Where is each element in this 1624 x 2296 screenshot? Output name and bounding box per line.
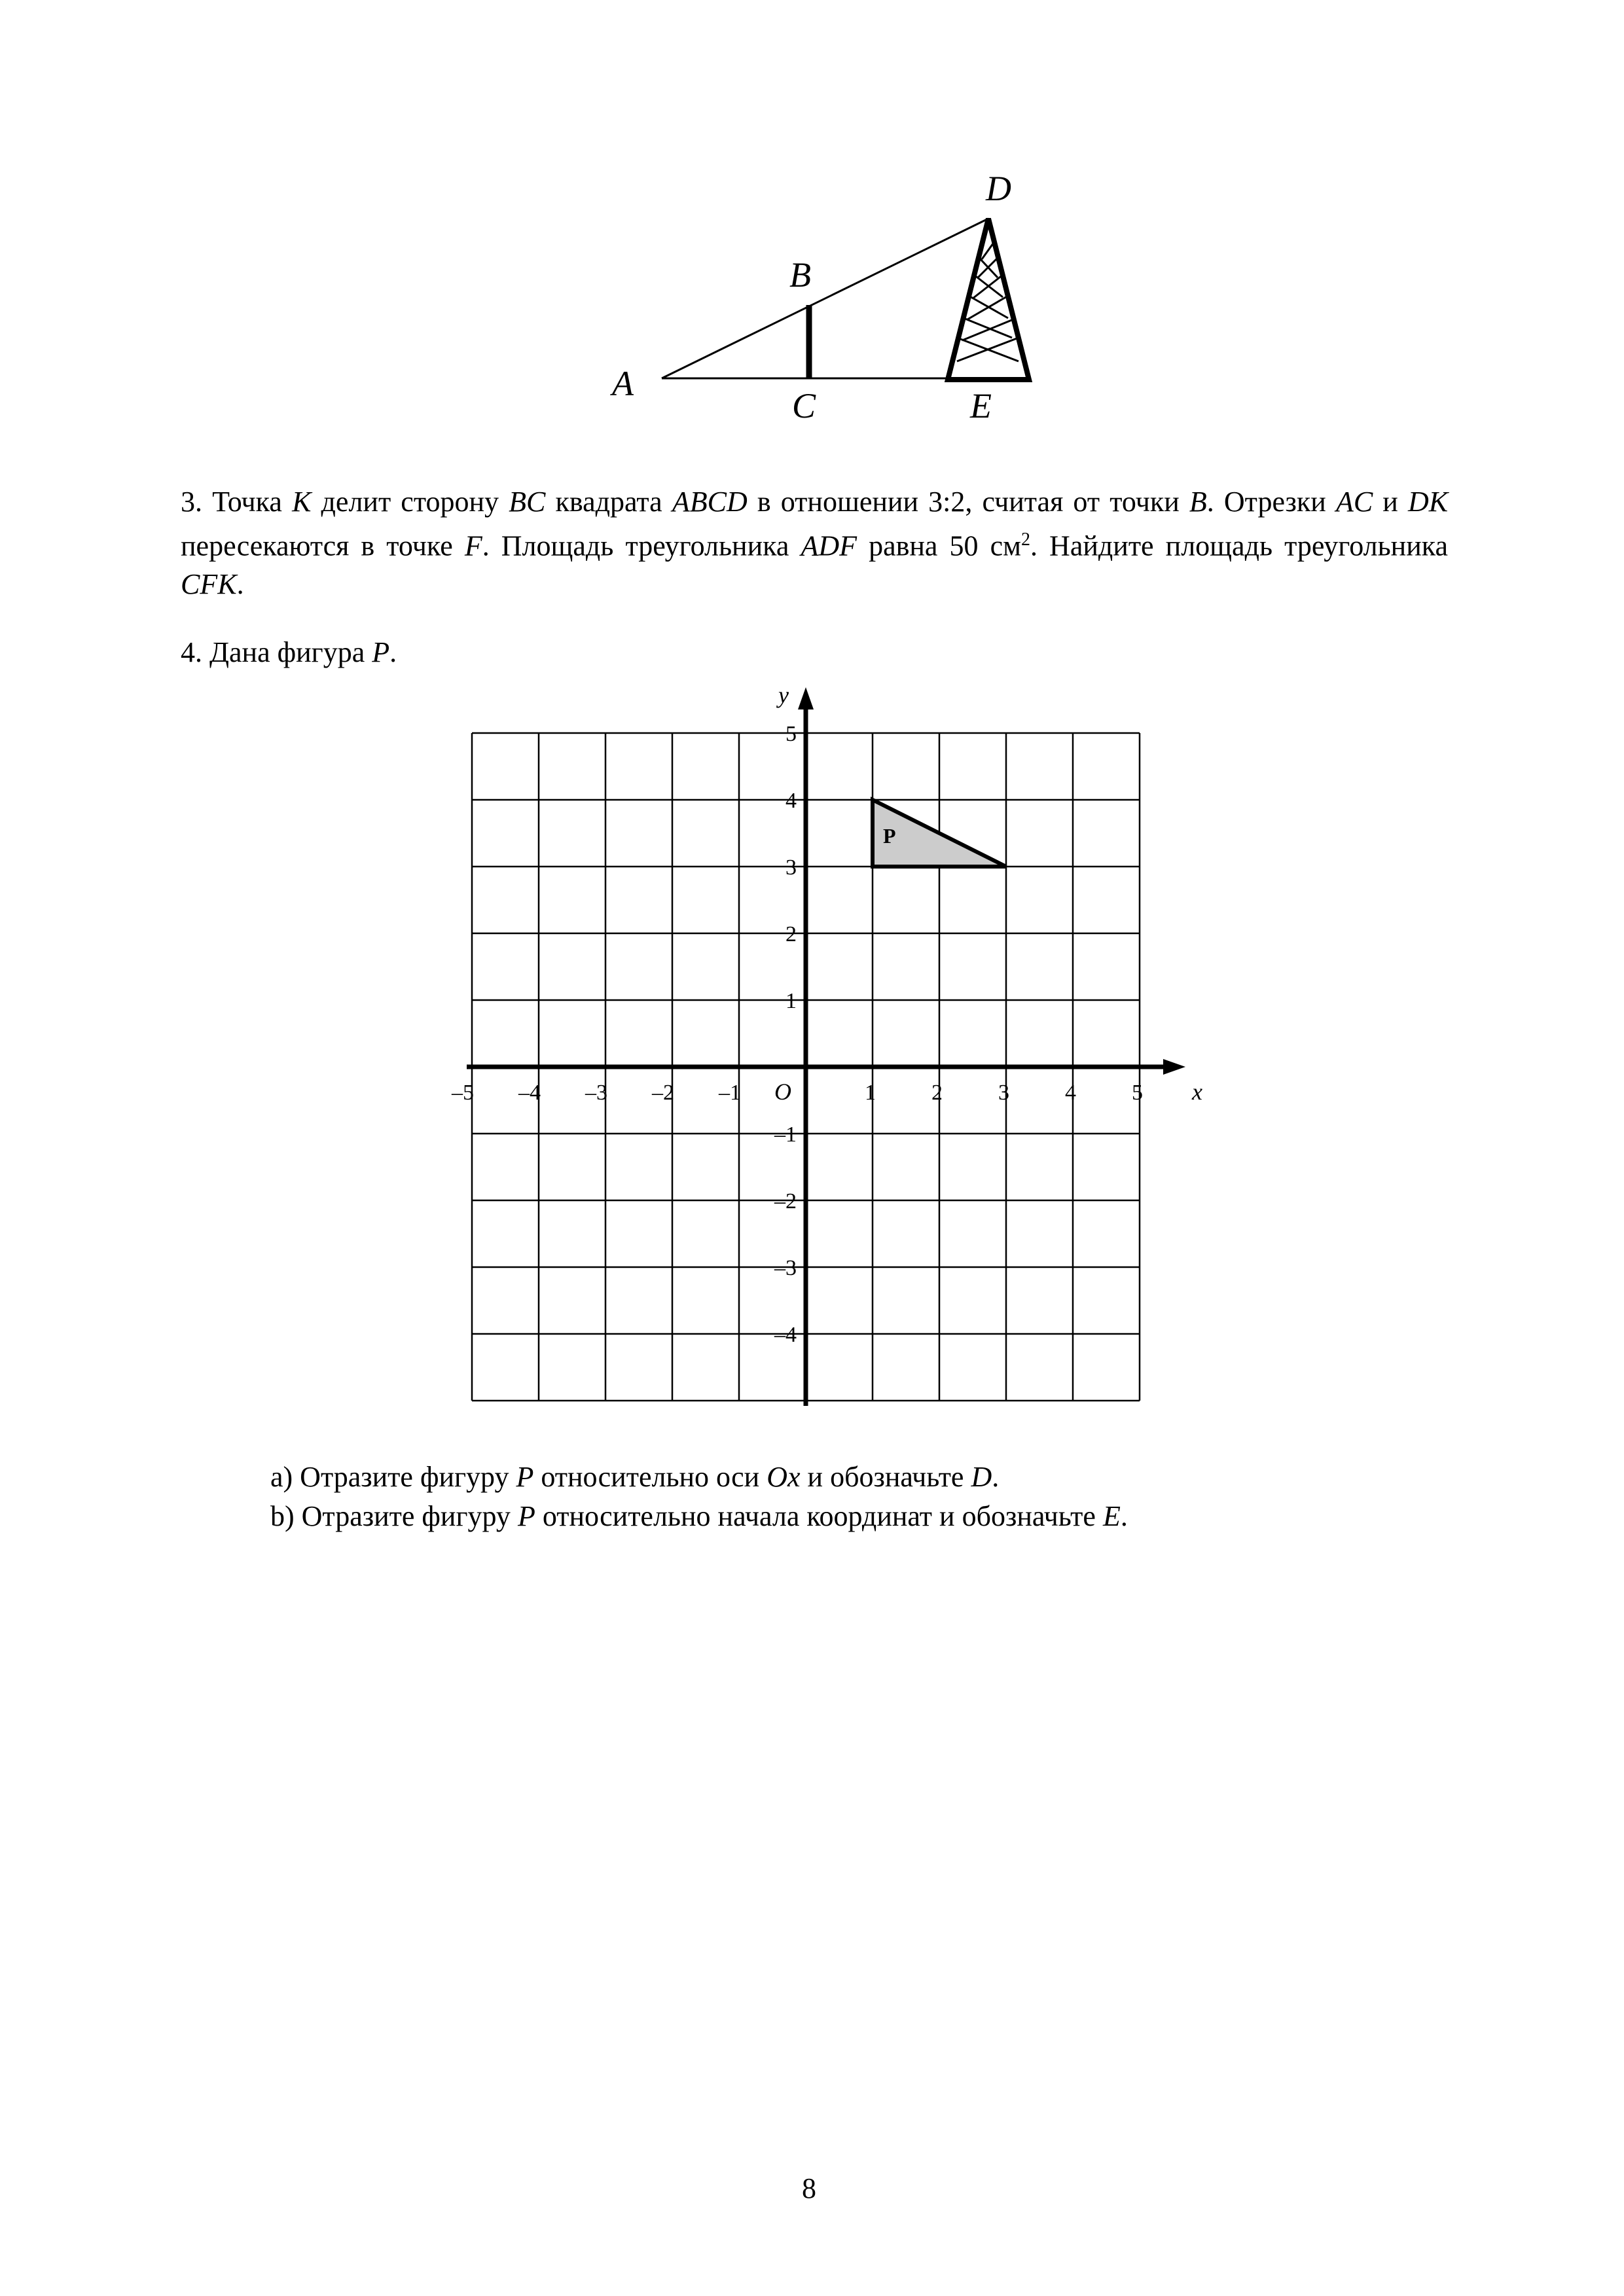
problem-3-text: . Найдите площадь треугольника — [1030, 529, 1449, 562]
x-tick-label: 4 — [1065, 1081, 1076, 1105]
square-abcd: ABCD — [672, 486, 748, 518]
y-tick-label: 4 — [785, 789, 797, 813]
y-axis-label: y — [778, 682, 789, 708]
x-tick-label: –2 — [652, 1081, 674, 1105]
problem-3-text: квадрата — [555, 486, 662, 518]
task-a-text: и обозначьте — [807, 1461, 964, 1493]
x-tick-label: –5 — [452, 1081, 474, 1105]
x-tick-label: 2 — [931, 1081, 943, 1105]
y-tick-label: 1 — [785, 989, 797, 1013]
figure-p-name: P — [516, 1461, 534, 1493]
problem-3-text: и — [1382, 486, 1398, 518]
label-b: B — [789, 255, 811, 295]
problem-4-text: Дана фигура — [209, 636, 365, 668]
y-tick-labels — [774, 722, 797, 1347]
side-bc: BC — [509, 486, 546, 518]
page-number: 8 — [802, 2172, 816, 2204]
x-axis-arrow — [1163, 1059, 1185, 1075]
coordinate-grid — [0, 681, 1624, 1440]
axis-ox: Ox — [767, 1461, 801, 1493]
y-tick-label: –2 — [774, 1189, 797, 1213]
figure-p-label: P — [883, 824, 896, 848]
task-b-text: b) Отразите фигуру — [270, 1500, 511, 1532]
x-axis-label: x — [1192, 1079, 1202, 1105]
task-b — [270, 1498, 1128, 1535]
figure-p-name: P — [372, 636, 390, 668]
x-tick-label: 5 — [1132, 1081, 1143, 1105]
point-k: K — [292, 486, 312, 518]
tower — [948, 219, 1029, 380]
y-tick-label: 3 — [785, 855, 797, 880]
problem-4-text: . — [389, 636, 397, 668]
label-a: A — [612, 364, 634, 403]
x-tick-label: –4 — [518, 1081, 541, 1105]
problem-3-text: . Отрезки — [1206, 486, 1326, 518]
y-tick-label: –4 — [774, 1323, 797, 1347]
task-a-text: относительно оси — [541, 1461, 760, 1493]
y-tick-label: –3 — [774, 1256, 797, 1280]
figure-p-name: P — [517, 1500, 535, 1532]
tower-diagram — [0, 0, 1624, 458]
y-tick-label: 5 — [785, 722, 797, 746]
y-tick-label: –1 — [774, 1122, 797, 1147]
y-tick-label: 2 — [785, 922, 797, 946]
problem-4 — [181, 634, 1163, 672]
problem-3-text: пересекаются в точке — [181, 529, 453, 562]
problem-3-text: . Площадь треугольника — [482, 529, 789, 562]
x-tick-label: –3 — [585, 1081, 607, 1105]
problem-3-text: в отношении 3:2, считая от точки — [757, 486, 1180, 518]
x-tick-labels — [451, 1081, 1143, 1105]
x-tick-label: 1 — [865, 1081, 876, 1105]
superscript-2: 2 — [1020, 529, 1030, 550]
segment-dk: DK — [1407, 486, 1449, 518]
x-tick-label: 3 — [998, 1081, 1009, 1105]
label-e: E — [970, 386, 992, 425]
origin-label: O — [774, 1079, 791, 1105]
task-a-text: a) Отразите фигуру — [270, 1461, 509, 1493]
task-a — [270, 1458, 999, 1496]
problem-3-text: . — [236, 567, 244, 600]
x-tick-label: –1 — [719, 1081, 741, 1105]
segment-ac: AC — [1335, 486, 1373, 518]
point-f: F — [464, 529, 482, 562]
triangle-adf: ADF — [801, 529, 857, 562]
task-b-text: относительно начала координат и обозначьте — [542, 1500, 1096, 1532]
label-d-name: D — [971, 1461, 992, 1493]
problem-4-number: 4. — [181, 636, 202, 668]
y-axis-arrow — [798, 687, 814, 709]
problem-3-text: Точка — [212, 486, 282, 518]
label-c: C — [792, 386, 816, 425]
triangle-cfk: CFK — [181, 567, 237, 600]
point-b: B — [1189, 486, 1207, 518]
problem-3-number: 3. — [181, 486, 202, 518]
segment-ad — [662, 219, 988, 378]
task-a-text: . — [992, 1461, 1000, 1493]
label-d: D — [986, 169, 1011, 208]
label-e-name: E — [1102, 1500, 1121, 1532]
problem-3-text: равна 50 см — [869, 529, 1021, 562]
problem-3-text: делит сторону — [321, 486, 499, 518]
problem-3 — [181, 483, 1448, 603]
task-b-text: . — [1120, 1500, 1128, 1532]
